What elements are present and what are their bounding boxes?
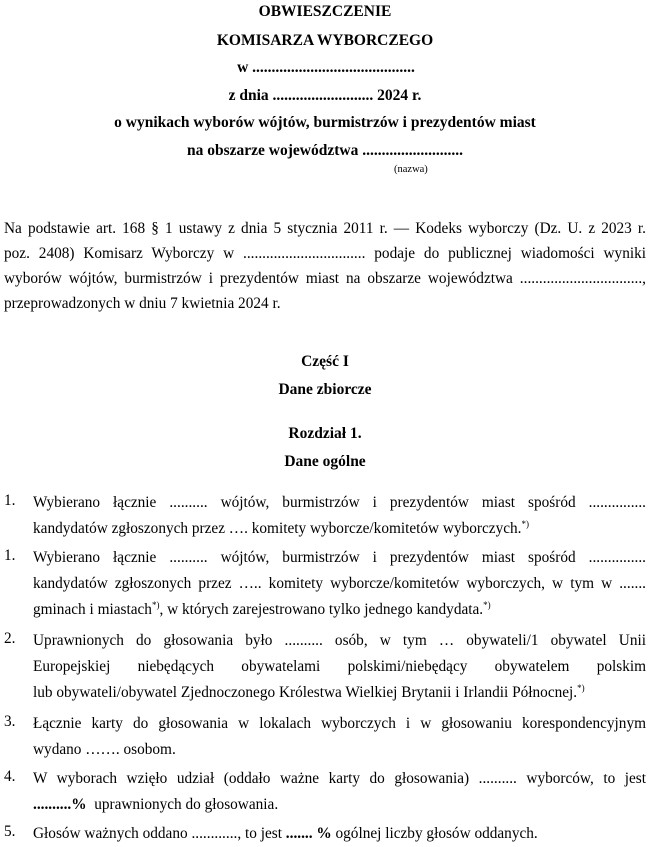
chapter-subtitle: Dane ogólne bbox=[284, 453, 366, 470]
list-item bbox=[4, 821, 646, 847]
item-text-span: ogólnej liczby głosów oddanych. bbox=[331, 825, 538, 842]
item-number: 5. bbox=[4, 823, 16, 840]
intro-line: przeprowadzonych w dniu 7 kwietnia 2024 r. bbox=[4, 295, 281, 312]
item-number: 1. bbox=[4, 547, 16, 564]
item-line: Europejskiej niebędących obywatelami polskimi/niebędący obywatelem polskim bbox=[33, 658, 646, 675]
doc-place: w .......................................... bbox=[237, 59, 415, 76]
intro-line: wyborów wójtów, burmistrzów i prezydentów miast na obszarze województwa ................................, bbox=[4, 270, 646, 287]
doc-subject: o wynikach wyborów wójtów, burmistrzów i prezydentów miast bbox=[114, 114, 536, 131]
item-number: 3. bbox=[4, 713, 16, 730]
list-item bbox=[4, 490, 646, 542]
footnote-marker: *) bbox=[483, 600, 491, 610]
item-line bbox=[33, 821, 646, 847]
item-text bbox=[33, 545, 646, 623]
item-line bbox=[33, 680, 646, 706]
item-line bbox=[33, 792, 646, 818]
item-text-span: kandydatów zgłoszonych przez …. komitety wyborcze/komitetów wyborczych. bbox=[33, 520, 522, 537]
list-item bbox=[4, 766, 646, 818]
item-line: kandydatów zgłoszonych przez ….. komitety wyborcze/komitetów wyborczych, w tym w ....... bbox=[33, 575, 646, 592]
item-text-span: gminach i miastach bbox=[33, 601, 152, 618]
item-number: 2. bbox=[4, 630, 16, 647]
item-line: W wyborach wzięło udział (oddało ważne karty do głosowania) .......... wyborców, to jest bbox=[33, 770, 646, 787]
item-text-span: uprawnionych do głosowania. bbox=[86, 796, 279, 813]
list-item bbox=[4, 711, 646, 763]
footnote-marker: *) bbox=[151, 600, 160, 610]
item-line: wydano ……. osobom. bbox=[33, 741, 176, 758]
intro-line: Na podstawie art. 168 § 1 ustawy z dnia 5 stycznia 2011 r. — Kodeks wyborczy (Dz. U. z 2023 r. bbox=[4, 220, 646, 237]
doc-date: z dnia .......................... 2024 r. bbox=[228, 87, 422, 104]
item-line bbox=[33, 597, 646, 623]
item-line: Łącznie karty do głosowania w lokalach wyborczych i w głosowaniu korespondencyjnym bbox=[33, 715, 646, 732]
part-title: Część I bbox=[301, 353, 349, 370]
item-line: Uprawnionych do głosowania było .......... osób, w tym … obywateli/1 obywatel Unii bbox=[33, 632, 646, 649]
item-text-span: lub obywateli/obywatel Zjednoczonego Królestwa Wielkiej Brytanii i Irlandii Północnej. bbox=[33, 684, 578, 701]
item-text-span: , w których zarejestrowano tylko jednego kandydata. bbox=[159, 601, 484, 618]
item-line bbox=[33, 516, 646, 542]
percentage-blank: ....... % bbox=[285, 825, 332, 842]
intro-line: poz. 2408) Komisarz Wyborczy w ................................ podaje do publicznej wiadomości wyniki bbox=[4, 245, 646, 262]
item-text bbox=[33, 490, 646, 542]
footnote-marker: *) bbox=[521, 519, 529, 529]
item-line: Wybierano łącznie .......... wójtów, burmistrzów i prezydentów miast spośród ............... bbox=[33, 549, 646, 566]
item-text-span: Głosów ważnych oddano ............, to jest bbox=[33, 825, 286, 842]
region-name-caption: (nazwa) bbox=[394, 164, 428, 175]
list-item bbox=[4, 545, 646, 623]
percentage-blank: ..........% bbox=[33, 796, 87, 813]
footnote-marker: *) bbox=[577, 683, 585, 693]
item-text bbox=[33, 628, 646, 706]
doc-title: OBWIESZCZENIE bbox=[258, 3, 392, 20]
item-line: Wybierano łącznie .......... wójtów, burmistrzów i prezydentów miast spośród ............... bbox=[33, 494, 646, 511]
item-number: 4. bbox=[4, 768, 16, 785]
item-text bbox=[33, 711, 646, 763]
list-item bbox=[4, 628, 646, 706]
doc-issuer: KOMISARZA WYBORCZEGO bbox=[216, 32, 434, 49]
doc-region: na obszarze województwa .......................... bbox=[187, 142, 463, 159]
part-subtitle: Dane zbiorcze bbox=[278, 381, 372, 398]
item-text bbox=[33, 766, 646, 818]
item-number: 1. bbox=[4, 492, 16, 509]
intro-paragraph bbox=[4, 216, 646, 316]
item-text bbox=[33, 821, 646, 847]
chapter-title: Rozdział 1. bbox=[288, 425, 362, 442]
